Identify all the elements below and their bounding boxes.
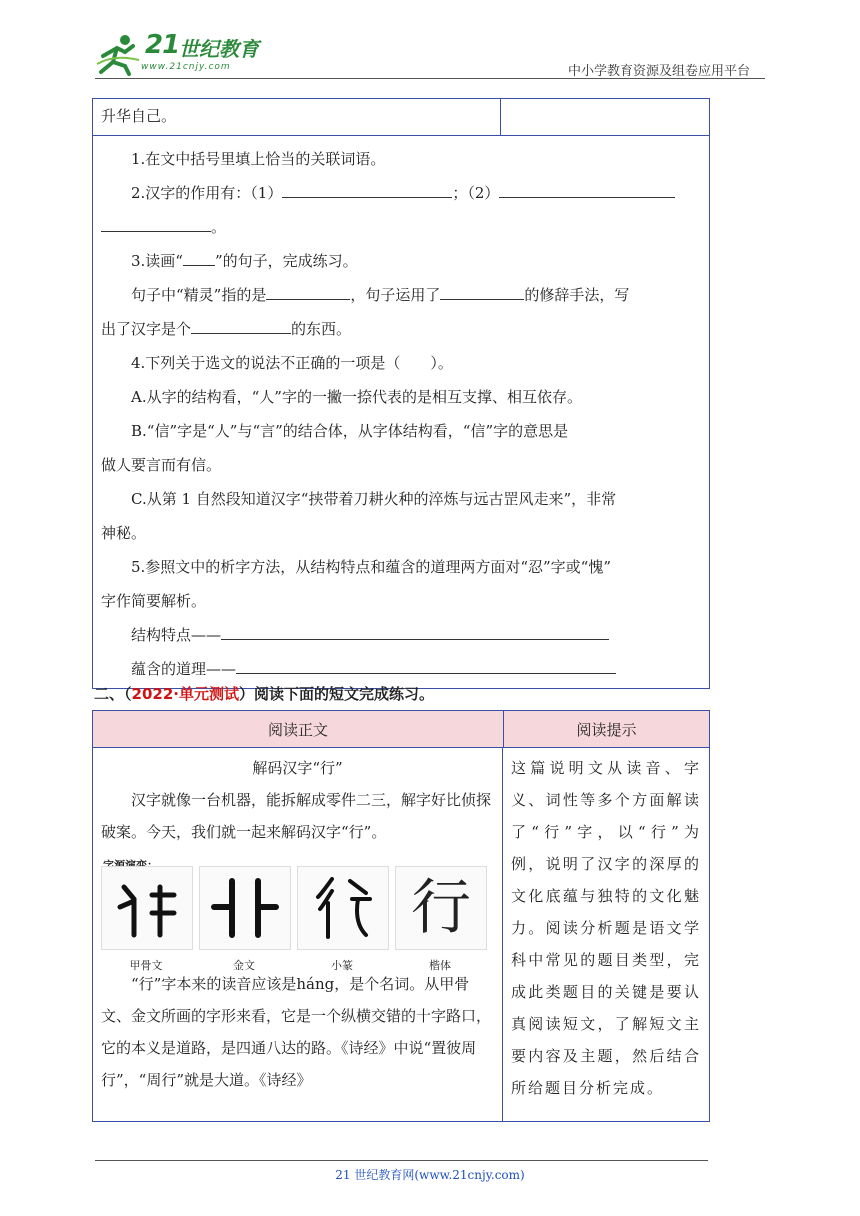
- logo-text: 世纪教育: [179, 37, 259, 61]
- character-evolution-figure: [101, 850, 494, 972]
- passage-paragraph-2: “行”字本来的读音应该是háng，是个名词。从甲骨文、金文所画的字形来看，它是一个纵横交错的十字路口，它的本义是道路，是四通八达的路。《诗经》中说“置彼周行”，“周行”就是大道。《诗经》: [101, 975, 492, 1089]
- questions-block: [93, 136, 709, 688]
- section-suffix: ）阅读下面的短文完成练习。: [238, 685, 434, 703]
- question-3-line2: [101, 312, 701, 346]
- question-table: [92, 98, 710, 689]
- section-tag: 2022·单元测试: [131, 685, 239, 703]
- reason-line: [101, 652, 701, 686]
- question-3-line1: [101, 278, 701, 312]
- oracle-glyph: [101, 866, 193, 950]
- logo-number: 21: [145, 30, 180, 60]
- option-c: C.从第 1 自然段知道汉字“挟带着刀耕火种的淬炼与远古罡风走来”，非常: [131, 490, 617, 508]
- answer-blank[interactable]: [191, 315, 291, 334]
- footer-divider: [95, 1160, 708, 1161]
- table-row: [93, 99, 709, 136]
- reading-hint-cell: 这篇说明文从读音、字义、词性等多个方面解读了“行”字，以“行”为例，说明了汉字的深厚的文化底蕴与独特的文化魅力。阅读分析题是语文学科中常见的题目类型，完成此类题目的关键是要认真阅读短文，了解短文主要内容及主题，然后结合所给题目分析完成。: [511, 759, 701, 1097]
- answer-blank[interactable]: [440, 281, 524, 300]
- answer-blank[interactable]: [499, 179, 675, 198]
- option-b-cont: 做人要言而有信。: [101, 456, 222, 474]
- passage-paragraph-1: 汉字就像一台机器，能拆解成零件二三，解字好比侦探破案。今天，我们就一起来解码汉字“行”。: [101, 791, 492, 841]
- glyph-label: 楷体: [429, 959, 451, 972]
- bronze-glyph: [199, 866, 291, 950]
- option-a: A.从字的结构看，“人”字的一撇一捺代表的是相互支撑、相互依存。: [131, 388, 582, 406]
- reading-text-cell: [93, 748, 503, 1121]
- carry-over-text: 升华自己。: [93, 99, 501, 135]
- option-b: B.“信”字是“人”与“言”的结合体，从字体结构看，“信”字的意思是: [131, 422, 569, 440]
- q3-l1-a: 句子中“精灵”指的是: [131, 286, 267, 304]
- logo-url: www.21cnjy.com: [141, 62, 231, 72]
- answer-blank[interactable]: [101, 213, 211, 232]
- question-2: [101, 176, 701, 210]
- glyph-label: 甲骨文: [129, 959, 163, 972]
- empty-cell: [501, 99, 709, 135]
- glyph-label: 小篆: [331, 959, 353, 972]
- header-reading-hint: 阅读提示: [576, 720, 637, 739]
- answer-blank[interactable]: [266, 281, 350, 300]
- answer-blank[interactable]: [236, 655, 616, 674]
- bronze-glyph-icon: [210, 873, 280, 943]
- seal-glyph: [297, 866, 389, 950]
- footer-text: 21 世纪教育网(www.21cnjy.com): [335, 1168, 525, 1182]
- q2-text-b: ；（2）: [452, 184, 500, 202]
- site-logo: [95, 30, 265, 80]
- q3-l2-b: 的东西。: [291, 320, 352, 338]
- reading-table: [92, 710, 710, 1122]
- answer-blank[interactable]: [221, 621, 609, 640]
- q3-l1-b: ，句子运用了: [350, 286, 441, 304]
- q2-text-c: 。: [211, 218, 227, 236]
- passage-title: 解码汉字“行”: [252, 759, 343, 777]
- oracle-bone-glyph-icon: [112, 873, 182, 943]
- q3-text-b: ”的句子，完成练习。: [214, 252, 358, 270]
- platform-title: 中小学教育资源及组卷应用平台: [567, 64, 750, 79]
- section-prefix: 二、（: [94, 685, 132, 703]
- structure-line: [101, 618, 701, 652]
- answer-blank[interactable]: [282, 179, 452, 198]
- reading-table-body: [93, 748, 709, 1121]
- small-seal-glyph-icon: [308, 873, 378, 943]
- glyph-label: 金文: [233, 959, 255, 972]
- question-1: 1.在文中括号里填上恰当的关联词语。: [131, 150, 386, 168]
- header-reading-text: 阅读正文: [93, 711, 504, 747]
- question-5-cont: 字作简要解析。: [101, 592, 207, 610]
- q2-text-a: 2.汉字的作用有：（1）: [131, 184, 283, 202]
- reason-label: 蕴含的道理——: [131, 660, 237, 678]
- runner-logo-icon: [95, 34, 143, 76]
- q3-l1-c: 的修辞手法，写: [524, 286, 630, 304]
- structure-label: 结构特点——: [131, 626, 222, 644]
- question-4: 4.下列关于选文的说法不正确的一项是（ ）。: [131, 354, 453, 372]
- question-3: [101, 244, 701, 278]
- option-c-cont: 神秘。: [101, 524, 147, 542]
- question-5: 5.参照文中的析字方法，从结构特点和蕴含的道理两方面对“忍”字或“愧”: [131, 558, 611, 576]
- section-two-heading: [94, 683, 434, 704]
- underline-mark: [183, 247, 215, 266]
- question-2-cont: [101, 210, 701, 244]
- regular-glyph: [395, 866, 487, 950]
- q3-text-a: 3.读画“: [131, 252, 183, 270]
- q3-l2-a: 出了汉字是个: [101, 320, 192, 338]
- reading-table-header: [93, 711, 709, 748]
- regular-script-glyph: 行: [411, 873, 471, 943]
- header-divider: [95, 78, 765, 79]
